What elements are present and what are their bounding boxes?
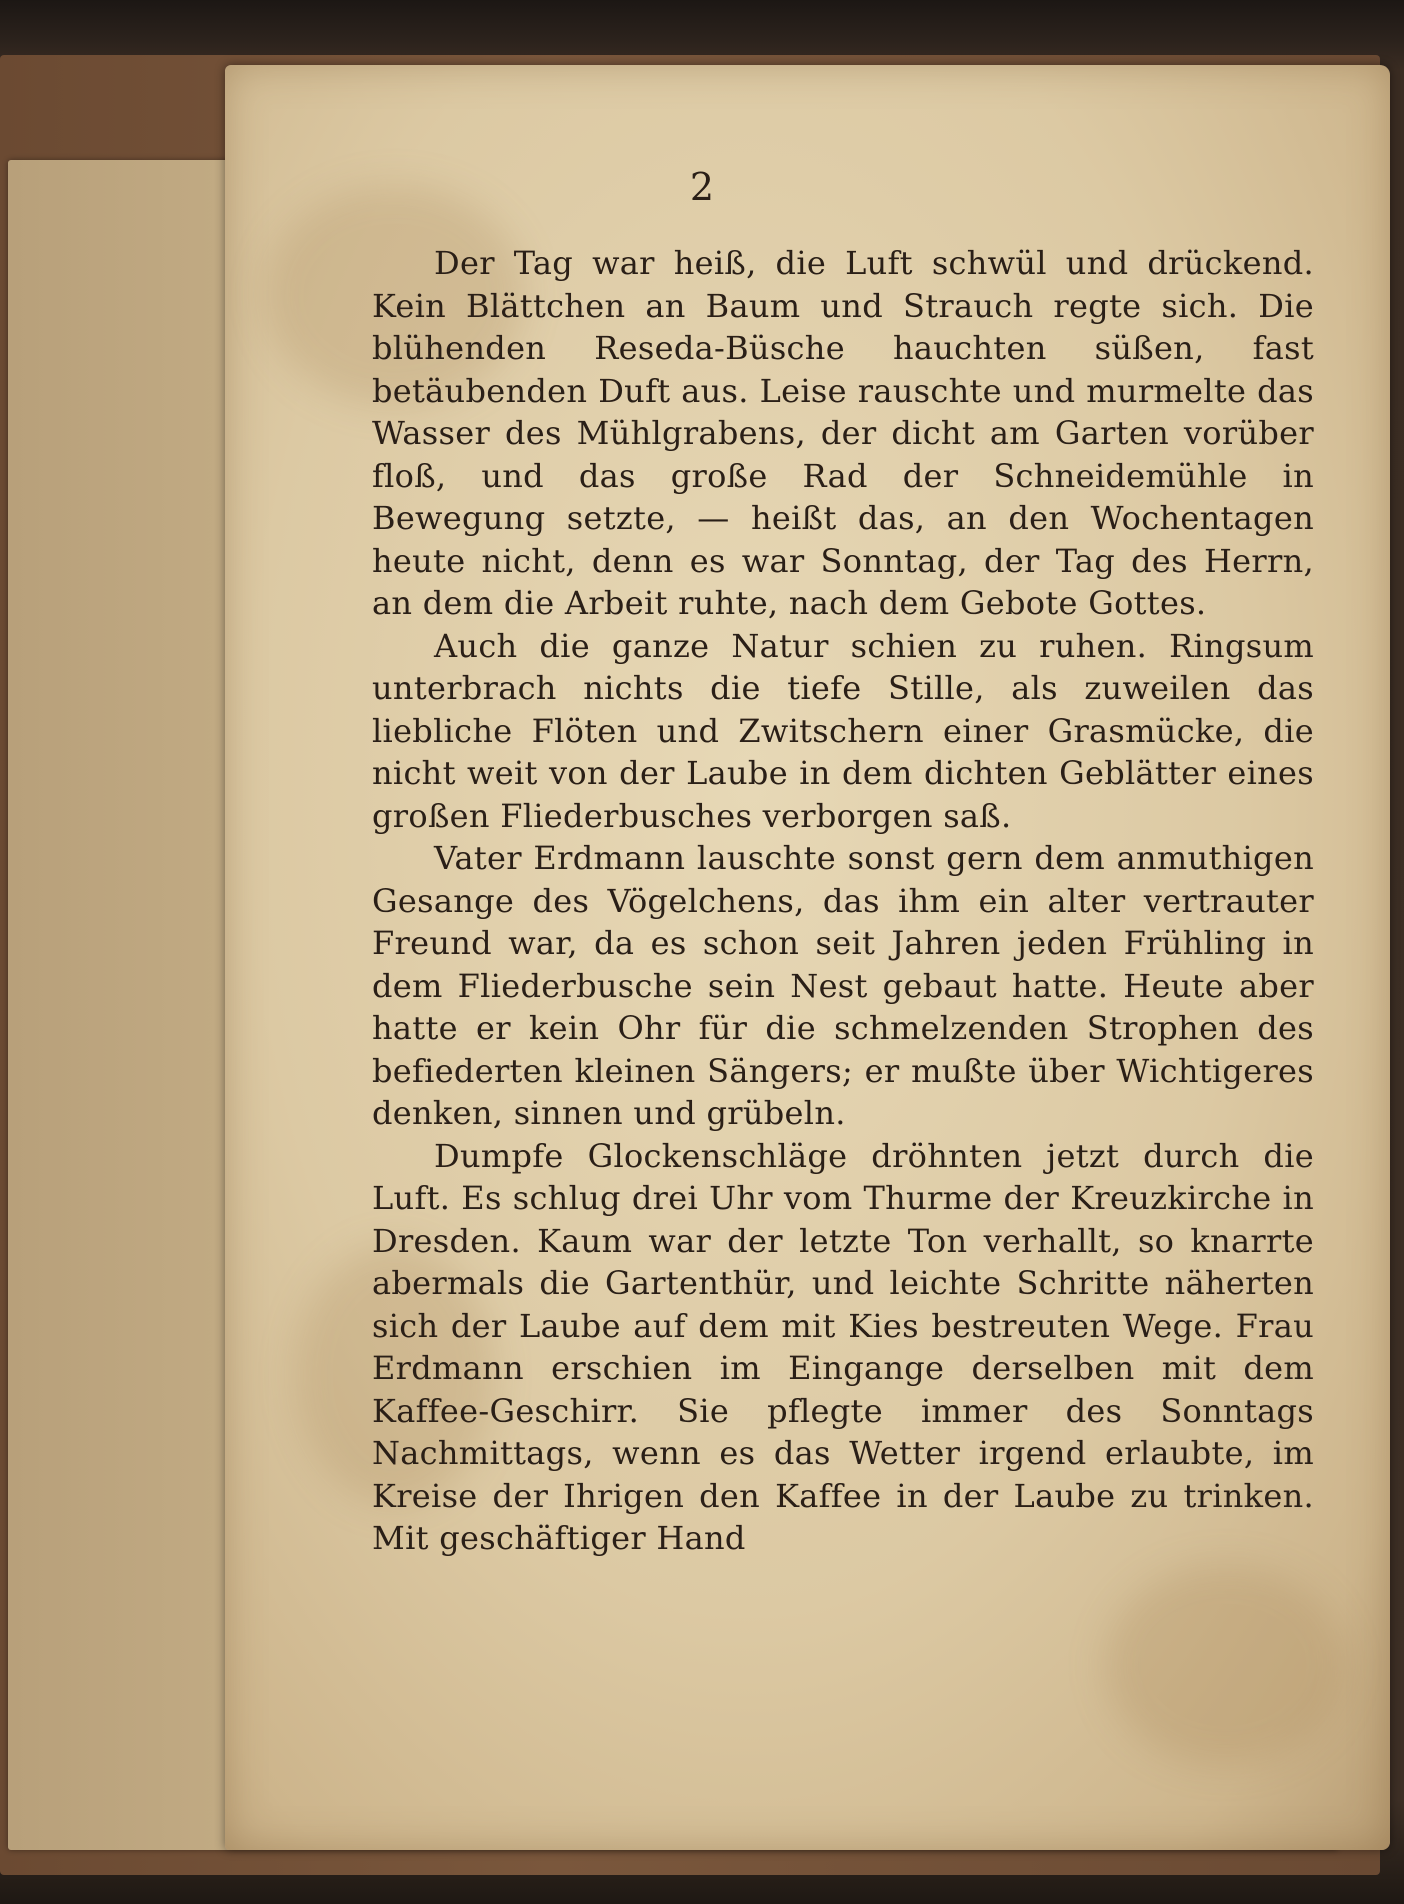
paper-stain [1105, 1565, 1345, 1765]
paragraph: Der Tag war heiß, die Luft schwül und drückend. Kein Blättchen an Baum und Strauch regte sich. Die blühenden Reseda-Büsche hauchten süßen, fast betäubenden Duft aus. Leise rauschte und murmelte das Wasser des Mühlgrabens, der dicht am Garten vorüber floß, und das große Rad der Schneidemühle in Bewegung setzte, — heißt das, an den Wochentagen heute nicht, denn es war Sonntag, der Tag des Herrn, an dem die Arbeit ruhte, nach dem Gebote Gottes. [372, 244, 1314, 622]
paragraph: Dumpfe Glockenschläge dröhnten jetzt durch die Luft. Es schlug drei Uhr vom Thurme der Kreuzkirche in Dresden. Kaum war der letzte Ton verhallt, so knarrte abermals die Gartenthür, und leichte Schritte näherten sich der Laube auf dem mit Kies bestreuten Wege. Frau Erdmann erschien im Eingange derselben mit dem Kaffee-Geschirr. Sie pflegte immer des Sonntags Nachmittags, wenn es das Wetter irgend erlaubte, im Kreise der Ihrigen den Kaffee in der Laube zu trinken. Mit geschäftiger Hand [372, 1136, 1314, 1557]
page-number: 2 [689, 165, 715, 209]
paragraph: Auch die ganze Natur schien zu ruhen. Ringsum unterbrach nichts die tiefe Stille, als zuweilen das liebliche Flöten und Zwitschern einer Grasmücke, die nicht weit von der Laube in dem dichten Geblätter eines großen Fliederbusches verborgen saß. [372, 626, 1314, 835]
body-text [372, 242, 1314, 1560]
paragraph: Vater Erdmann lauschte sonst gern dem anmuthigen Gesange des Vögelchens, das ihm ein alter vertrauter Freund war, da es schon seit Jahren jeden Frühling in dem Fliederbusche sein Nest gebaut hatte. Heute aber hatte er kein Ohr für die schmelzenden Strophen des befiederten kleinen Sängers; er mußte über Wichtigeres denken, sinnen und grübeln. [372, 839, 1314, 1132]
